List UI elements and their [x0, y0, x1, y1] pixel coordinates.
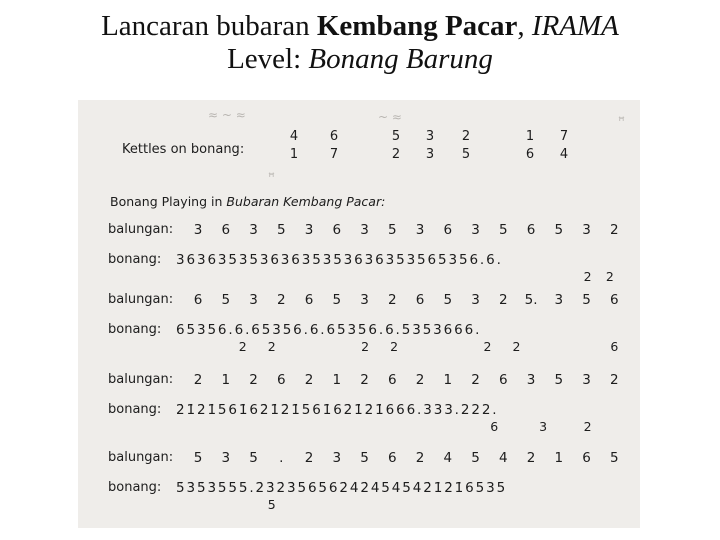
lower-octave-note: 5 — [267, 497, 276, 512]
balungan-row — [78, 292, 640, 312]
balungan-note: 6 — [387, 372, 397, 388]
balungan-note: 3 — [360, 292, 369, 308]
bonang-label: bonang: — [108, 480, 162, 495]
balungan-note: 2 — [415, 372, 425, 388]
bonang-row — [78, 322, 640, 342]
balungan-label: balungan: — [108, 292, 174, 307]
balungan-notes — [176, 450, 631, 470]
balungan-note: 2 — [610, 372, 619, 388]
kettle-column — [560, 128, 568, 164]
title-line-1 — [0, 10, 720, 43]
bonang-row — [78, 252, 640, 272]
balungan-note: 5 — [360, 450, 369, 466]
balungan-note: 5. — [524, 292, 538, 308]
balungan-note: 2 — [610, 222, 619, 238]
kettle-top-number: 5 — [391, 129, 401, 144]
balungan-row — [78, 450, 640, 470]
lower-octave-note: 3 — [539, 419, 548, 434]
balungan-note: 6 — [610, 292, 619, 308]
balungan-note: 5 — [332, 292, 342, 308]
title-run: , — [517, 10, 532, 42]
balungan-note: 6 — [526, 222, 536, 238]
kettle-top-number: 7 — [559, 129, 569, 144]
balungan-note: 3 — [471, 222, 480, 238]
balungan-note: 3 — [193, 222, 203, 238]
balungan-note: 2 — [276, 292, 286, 308]
balungan-note: 5 — [193, 450, 203, 466]
bleed-through-mark: ~ ≈ — [378, 110, 402, 124]
bonang-label: bonang: — [108, 252, 162, 267]
balungan-note: 5 — [471, 450, 480, 466]
lower-octave-note: 2 — [605, 269, 614, 284]
bonang-label: bonang: — [108, 322, 162, 337]
balungan-note: 4 — [499, 450, 508, 466]
balungan-note: 5 — [387, 222, 397, 238]
bleed-through-mark: ꟸ — [268, 170, 275, 184]
balungan-note: 5 — [499, 222, 508, 238]
kettle-top-number: 4̇ — [289, 129, 299, 144]
kettle-column — [330, 128, 338, 164]
kettle-top-number: 6 — [329, 129, 339, 144]
balungan-note: 5 — [443, 292, 453, 308]
balungan-note: 3 — [249, 222, 258, 238]
balungan-note: 6 — [387, 450, 397, 466]
balungan-note: 2 — [415, 450, 425, 466]
bonang-label: bonang: — [108, 402, 162, 417]
heading-prefix: Bonang Playing in — [110, 194, 227, 209]
balungan-notes — [176, 372, 631, 392]
balungan-note: 2 — [526, 450, 536, 466]
kettle-column — [290, 128, 298, 164]
title-run: Kembang Pacar — [316, 10, 518, 42]
kettle-bottom-number: 4 — [559, 147, 569, 162]
title-run: Bonang Barung — [308, 43, 493, 75]
balungan-note: 5 — [582, 292, 591, 308]
lower-octave-note: 2 — [583, 419, 592, 434]
balungan-note: . — [279, 450, 284, 466]
kettle-column — [526, 128, 534, 164]
heading-title: Bubaran Kembang Pacar: — [226, 194, 386, 209]
balungan-notes — [176, 222, 631, 242]
kettle-top-number: 1 — [525, 129, 535, 144]
kettle-bottom-number: 1 — [289, 147, 299, 162]
balungan-row — [78, 372, 640, 392]
balungan-note: 3 — [249, 292, 258, 308]
bonang-notes: 5̇ 3̇ 5̇ 3̇ 5 5 5 . 2̇ 3̇ 2̇ 3̇ 5 6 5 6 2̇ 4̇ 2̇ 4̇ 5 4̇ 5 4̇ 2̇ 1̇ 2̇ 1̇ 6 5 3 5 — [176, 480, 504, 496]
balungan-note: 3 — [221, 450, 231, 466]
lower-octave-note: 2 — [361, 339, 370, 354]
lower-octave-note: 6 — [490, 419, 499, 434]
balungan-note: 5 — [554, 372, 564, 388]
balungan-note: 5 — [554, 222, 564, 238]
balungan-note: 3 — [332, 450, 342, 466]
bonang-notes: 6 5 3 5 6 . 6 . 6 5 3 5 6 . 6 . 6 5 3 5 6 . 6 . 5 3 5 3 6 6 6 . — [176, 322, 479, 338]
scanned-notation-page — [78, 100, 640, 528]
bonang-notes: 2̇ 1̇ 2̇ 1̇ 5 6 1̇ 6 2̇ 1̇ 2̇ 1̇ 5 6 1̇ 6 2̇ 1̇ 2̇ 1̇ 6 6 6 . 3 3 3 . 2 2 2 . — [176, 402, 496, 418]
balungan-note: 3 — [304, 222, 314, 238]
lower-octave-note: 2 — [512, 339, 521, 354]
balungan-note: 1 — [332, 372, 342, 388]
kettle-top-number: 2 — [461, 129, 471, 144]
kettle-bottom-number: 3 — [425, 147, 435, 162]
kettle-top-number: 3 — [425, 129, 435, 144]
title-line-2 — [0, 43, 720, 76]
bleed-through-mark: ≈ ~ ≈ — [208, 108, 246, 122]
bonang-notes: 3 6 3 6 3 5 3 5 3 6 3 6 3 5 3 5 3 6 3 6 3 5 3 5 6 5 3 5 6 . 6 . — [176, 252, 500, 268]
balungan-note: 6 — [221, 222, 231, 238]
balungan-note: 3 — [471, 292, 480, 308]
slide-title — [0, 10, 720, 76]
kettle-bottom-number: 2 — [391, 147, 401, 162]
title-run: IRAMA — [531, 10, 619, 42]
balungan-note: 1 — [554, 450, 564, 466]
kettle-column — [462, 128, 470, 164]
balungan-note: 2 — [499, 292, 508, 308]
balungan-note: 6 — [304, 292, 314, 308]
balungan-note: 2 — [249, 372, 258, 388]
balungan-note: 2 — [304, 450, 314, 466]
balungan-note: 3 — [360, 222, 369, 238]
balungan-note: 5 — [249, 450, 258, 466]
balungan-note: 3 — [582, 222, 591, 238]
bonang-row — [78, 480, 640, 500]
lower-octave-note: 2 — [483, 339, 492, 354]
balungan-note: 6 — [499, 372, 508, 388]
balungan-note: 6 — [443, 222, 453, 238]
bonang-row — [78, 402, 640, 422]
balungan-notes — [176, 292, 631, 312]
lower-octave-note: 2 — [238, 339, 247, 354]
title-run: Level: — [227, 43, 309, 75]
kettles-label: Kettles on bonang: — [122, 142, 245, 157]
kettle-column — [426, 128, 434, 164]
balungan-label: balungan: — [108, 372, 174, 387]
balungan-note: 6 — [276, 372, 286, 388]
balungan-note: 2 — [304, 372, 314, 388]
kettle-bottom-number: 7 — [329, 147, 339, 162]
balungan-label: balungan: — [108, 450, 174, 465]
lower-octave-note: 2 — [390, 339, 399, 354]
lower-octave-note: 2 — [583, 269, 592, 284]
balungan-note: 6 — [332, 222, 342, 238]
balungan-note: 3 — [582, 372, 591, 388]
balungan-note: 4 — [443, 450, 453, 466]
title-run: Lancaran bubaran — [101, 10, 317, 42]
balungan-note: 3 — [554, 292, 564, 308]
section-heading — [110, 194, 385, 209]
kettle-bottom-number: 5 — [461, 147, 471, 162]
balungan-note: 2 — [387, 292, 397, 308]
balungan-row — [78, 222, 640, 242]
balungan-note: 3 — [415, 222, 425, 238]
kettle-column — [392, 128, 400, 164]
balungan-note: 1 — [443, 372, 453, 388]
bleed-through-mark: ꟸ — [618, 114, 625, 128]
balungan-note: 6 — [193, 292, 203, 308]
balungan-note: 1 — [221, 372, 231, 388]
balungan-note: 3 — [526, 372, 536, 388]
balungan-note: 2 — [193, 372, 203, 388]
kettle-bottom-number: 6 — [525, 147, 535, 162]
lower-octave-note: 2 — [267, 339, 276, 354]
balungan-note: 6 — [415, 292, 425, 308]
balungan-note: 2 — [360, 372, 369, 388]
balungan-label: balungan: — [108, 222, 174, 237]
balungan-note: 2 — [471, 372, 480, 388]
balungan-note: 5 — [276, 222, 286, 238]
lower-octave-note: 6 — [610, 339, 619, 354]
balungan-note: 6 — [582, 450, 591, 466]
balungan-note: 5 — [221, 292, 231, 308]
balungan-note: 5 — [610, 450, 619, 466]
